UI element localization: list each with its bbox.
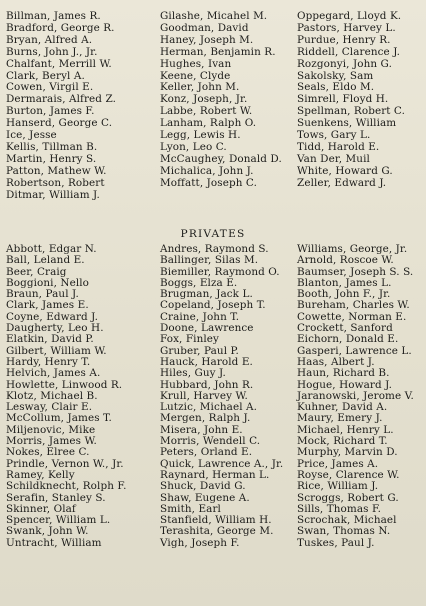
- roster-name: Scroggs, Robert G.: [297, 491, 399, 504]
- roster-name: Coyne, Edward J.: [6, 310, 99, 323]
- roster-name: Williams, George, Jr.: [297, 243, 408, 255]
- officers-column-3: [297, 11, 405, 190]
- roster-name: Miljenovic, Mike: [6, 423, 96, 436]
- privates-column-2: [160, 244, 283, 549]
- roster-name: Untracht, William: [6, 536, 102, 549]
- roster-name: Spellman, Robert C.: [297, 105, 406, 118]
- roster-name: Scrochak, Michael: [297, 514, 397, 527]
- roster-name: Krull, Harvey W.: [160, 389, 248, 402]
- roster-name: Rozgonyi, John G.: [297, 57, 392, 70]
- roster-name: Moffatt, Joseph C.: [160, 176, 257, 189]
- roster-name: Hardy, Henry T.: [6, 355, 91, 368]
- roster-name: Suenkens, William: [297, 117, 397, 130]
- roster-name: Labbe, Robert W.: [160, 105, 253, 118]
- roster-name: Schildknecht, Rolph F.: [6, 480, 127, 493]
- roster-name: Lutzic, Michael A.: [160, 401, 258, 414]
- roster-name: Swan, Thomas N.: [297, 525, 391, 538]
- roster-name: Copeland, Joseph T.: [160, 299, 266, 312]
- roster-name: Daugherty, Leo H.: [6, 322, 104, 335]
- roster-name: Royse, Clarence W.: [297, 468, 400, 481]
- roster-name: Morris, Wendell C.: [160, 435, 261, 448]
- roster-name: Misera, John E.: [160, 423, 243, 436]
- roster-name: Keene, Clyde: [160, 69, 231, 82]
- roster-name: Burton, James F.: [6, 105, 95, 118]
- roster-name: Eichorn, Donald E.: [297, 333, 399, 346]
- roster-name: Bryan, Alfred A.: [6, 33, 93, 46]
- privates-heading: PRIVATES: [180, 228, 246, 240]
- roster-name: Goodman, David: [160, 21, 249, 34]
- roster-name: Vigh, Joseph F.: [160, 536, 240, 549]
- officers-column-1: [6, 11, 116, 202]
- roster-name: Cowen, Virgil E.: [6, 81, 94, 94]
- roster-name: Ditmar, William J.: [6, 188, 100, 201]
- roster-name: Hughes, Ivan: [160, 57, 232, 70]
- roster-name: Kellis, Tillman B.: [6, 140, 98, 153]
- roster-name: Hubbard, John R.: [160, 378, 254, 391]
- roster-name: Serafin, Stanley S.: [6, 491, 106, 504]
- roster-name: Oppegard, Lloyd K.: [297, 10, 402, 22]
- roster-name: Haun, Richard B.: [297, 367, 390, 380]
- roster-name: Fox, Finley: [160, 333, 220, 346]
- roster-name: Tuskes, Paul J.: [297, 536, 375, 549]
- roster-name: Skinner, Olaf: [6, 502, 76, 515]
- roster-name: Seals, Eldo M.: [297, 81, 375, 94]
- roster-name: Hiles, Guy J.: [160, 367, 226, 380]
- roster-name: Clark, James E.: [6, 299, 89, 312]
- roster-name: Smith, Earl: [160, 502, 221, 515]
- roster-name: Doone, Lawrence: [160, 322, 254, 335]
- roster-name: Andres, Raymond S.: [160, 243, 269, 255]
- roster-name: Morris, James W.: [6, 435, 97, 448]
- roster-name: Braun, Paul J.: [6, 288, 79, 301]
- roster-name: Billman, James R.: [6, 10, 101, 22]
- roster-name: Raynard, Herman L.: [160, 468, 270, 481]
- roster-name: Gruber, Paul P.: [160, 344, 239, 357]
- roster-name: Terashita, George M.: [160, 525, 274, 538]
- roster-name: Biemiller, Raymond O.: [160, 265, 280, 278]
- roster-name: Clark, Beryl A.: [6, 69, 85, 82]
- roster-name: Mergen, Ralph J.: [160, 412, 251, 425]
- roster-name: Peters, Orland E.: [160, 446, 253, 459]
- privates-column-1: [6, 244, 127, 549]
- roster-name: Bureham, Charles W.: [297, 299, 410, 312]
- roster-name: Boggs, Elza E.: [160, 276, 238, 289]
- roster-name: Abbott, Edgar N.: [6, 243, 97, 255]
- roster-name: White, Howard G.: [297, 164, 393, 177]
- roster-name: Lanham, Ralph O.: [160, 117, 257, 130]
- roster-name: Dermarais, Alfred Z.: [6, 93, 117, 106]
- privates-column-3: [297, 244, 414, 549]
- roster-name: Maury, Emery J.: [297, 412, 383, 425]
- roster-name: Purdue, Henry R.: [297, 33, 391, 46]
- roster-name: McCollum, James T.: [6, 412, 112, 425]
- roster-name: Martin, Henry S.: [6, 152, 97, 165]
- roster-name: Murphy, Marvin D.: [297, 446, 398, 459]
- roster-name: Gilbert, William W.: [6, 344, 107, 357]
- roster-name: Quick, Lawrence A., Jr.: [160, 457, 284, 470]
- roster-name: Legg, Lewis H.: [160, 129, 241, 142]
- roster-name: Lyon, Leo C.: [160, 140, 227, 153]
- roster-name: Jaranowski, Jerome V.: [297, 389, 414, 402]
- roster-name: Riddell, Clarence J.: [297, 45, 401, 58]
- roster-name: Michael, Henry L.: [297, 423, 394, 436]
- roster-name: Howlette, Linwood R.: [6, 378, 123, 391]
- roster-name: Kuhner, David A.: [297, 401, 388, 414]
- roster-name: Shaw, Eugene A.: [160, 491, 250, 504]
- roster-name: Ice, Jesse: [6, 129, 57, 142]
- roster-name: Chalfant, Merrill W.: [6, 57, 112, 70]
- roster-name: Bradford, George R.: [6, 21, 115, 34]
- roster-name: Sills, Thomas F.: [297, 502, 382, 515]
- roster-name: Klotz, Michael B.: [6, 389, 98, 402]
- roster-name: Booth, John F., Jr.: [297, 288, 391, 301]
- roster-name: Hogue, Howard J.: [297, 378, 393, 391]
- roster-name: Spencer, William L.: [6, 514, 111, 527]
- roster-name: Stanfield, William H.: [160, 514, 272, 527]
- roster-name: Hauck, Harold E.: [160, 355, 253, 368]
- roster-name: Lesway, Clair E.: [6, 401, 93, 414]
- roster-name: Brugman, Jack L.: [160, 288, 253, 301]
- roster-name: Konz, Joseph, Jr.: [160, 93, 248, 106]
- officers-column-2: [160, 11, 282, 190]
- roster-name: Price, James A.: [297, 457, 379, 470]
- roster-name: Pastors, Harvey L.: [297, 21, 396, 34]
- roster-name: Sakolsky, Sam: [297, 69, 374, 82]
- roster-name: Nokes, Elree C.: [6, 446, 90, 459]
- roster-name: Elatkin, David P.: [6, 333, 94, 346]
- roster-name: Helvich, James A.: [6, 367, 101, 380]
- roster-name: Ramey, Kelly: [6, 468, 75, 481]
- roster-name: Swank, John W.: [6, 525, 89, 538]
- roster-name: Haney, Joseph M.: [160, 33, 254, 46]
- roster-name: Herman, Benjamin R.: [160, 45, 276, 58]
- roster-name: Gilashe, Micahel M.: [160, 10, 268, 22]
- roster-name: Zeller, Edward J.: [297, 176, 387, 189]
- roster-name: Cowette, Norman E.: [297, 310, 407, 323]
- roster-name: Simrell, Floyd H.: [297, 93, 389, 106]
- roster-name: Craine, John T.: [160, 310, 240, 323]
- roster-name: Boggioni, Nello: [6, 276, 90, 289]
- roster-name: Keller, John M.: [160, 81, 240, 94]
- roster-name: Robertson, Robert: [6, 176, 105, 189]
- roster-name: Gasperi, Lawrence L.: [297, 344, 412, 357]
- roster-name: Michalica, John J.: [160, 164, 254, 177]
- roster-name: Mock, Richard T.: [297, 435, 388, 448]
- roster-name: Patton, Mathew W.: [6, 164, 107, 177]
- roster-name: Ballinger, Silas M.: [160, 254, 259, 267]
- roster-name: Tidd, Harold E.: [297, 140, 380, 153]
- roster-name: Haas, Albert J.: [297, 355, 375, 368]
- roster-name: Arnold, Roscoe W.: [297, 254, 394, 267]
- roster-name: Blanton, James L.: [297, 276, 392, 289]
- roster-name: Prindle, Vernon W., Jr.: [6, 457, 124, 470]
- roster-name: Shuck, David G.: [160, 480, 246, 493]
- roster-name: Baumser, Joseph S. S.: [297, 265, 414, 278]
- roster-name: Beer, Craig: [6, 265, 67, 278]
- roster-name: Ball, Leland E.: [6, 254, 85, 267]
- roster-name: Van Der, Muil: [297, 152, 370, 165]
- roster-name: Rice, William J.: [297, 480, 379, 493]
- roster-name: McCaughey, Donald D.: [160, 152, 282, 165]
- roster-name: Tows, Gary L.: [297, 129, 371, 142]
- roster-name: Hanserd, George C.: [6, 117, 113, 130]
- roster-name: Burns, John J., Jr.: [6, 45, 98, 58]
- roster-name: Crockett, Sanford: [297, 322, 393, 335]
